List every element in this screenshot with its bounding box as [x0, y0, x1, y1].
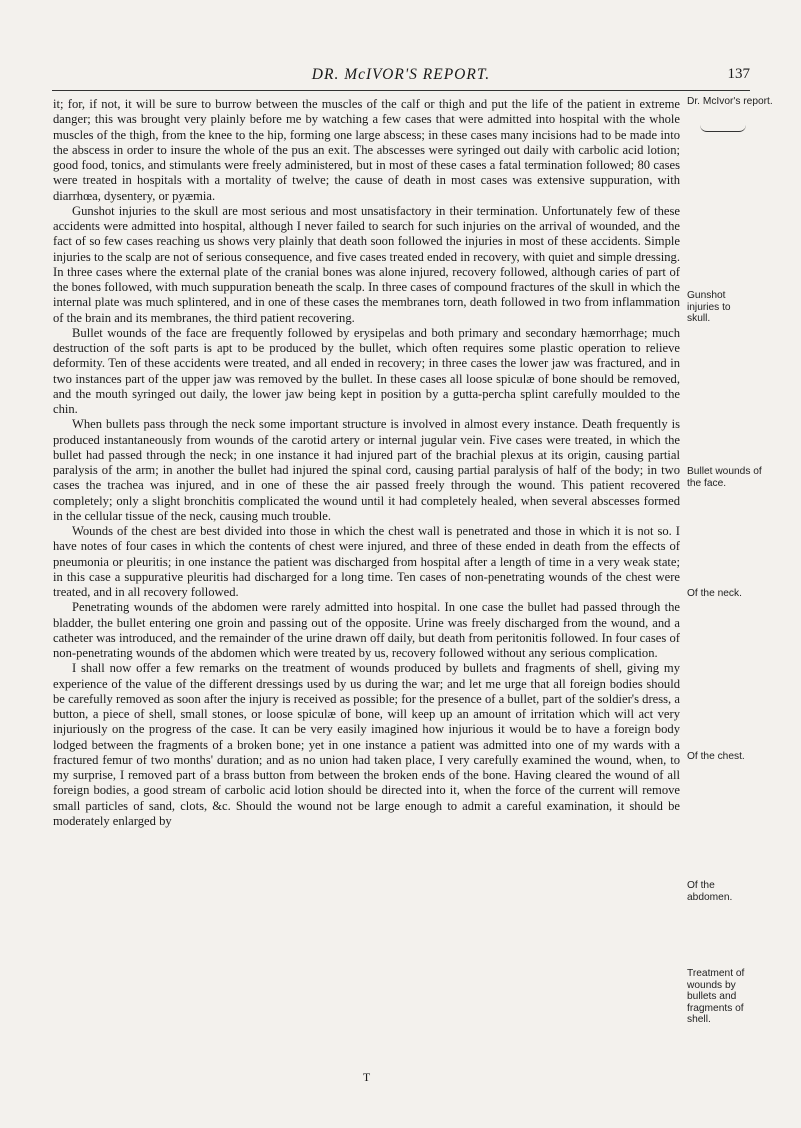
- brace-mark: [700, 125, 746, 132]
- paragraph-chest: Wounds of the chest are best divided into those in which the chest wall is penetrated and those in which it is not so. I have notes of four cases in which the contents of chest were injured, and three of these ended in death from the effects of pneumonia or pleuritis; in one instance the patient was discharged from hospital after a length of time in a very weak state; in this case a suppurative pleuritis had discharged for a long time. Ten cases of non-penetrating wounds of the chest were treated, and in all recovery followed.: [53, 524, 680, 599]
- page-header: [52, 66, 750, 88]
- paragraph-neck: When bullets pass through the neck some important structure is involved in almost every instance. Death frequently is produced instantaneously from wounds of the carotid artery or internal jugular vein. Five cases were treated, in which the bullet had passed through the neck; in one instance it had injured part of the brachial plexus at its origin, causing partial paralysis of the arm; in another the bullet had injured the spinal cord, causing partial paralysis of half of the body; in two cases the trachea was injured, and in one of these the air passed freely through the wound. This patient recovered completely; only a slight bronchitis complicated the wound until it had completely healed, when several abscesses formed in the cellular tissue of the neck, causing much trouble.: [53, 417, 680, 523]
- sidenote-chest: Of the chest.: [687, 751, 745, 762]
- body-text: [53, 97, 680, 829]
- sidenote-neck: Of the neck.: [687, 588, 742, 599]
- running-title: DR. McIVOR'S REPORT.: [311, 66, 491, 83]
- paragraph-skull: Gunshot injuries to the skull are most serious and most unsatisfactory in their termination. Unfortunately few of these accidents were admitted into hospital, although I never failed to search for such injuries on the arrival of wounded, and the fact of so few cases reaching us shows very plainly that death soon followed the injuries in most of these accidents. Simple injuries to the scalp are not of serious consequence, and five cases treated ended in recovery, with quiet and simple dressing. In three cases where the external plate of the cranial bones was alone injured, recovery followed, although caries of part of the bones followed, with much suppuration beneath the scalp. In three cases of compound fractures of the skull in which the internal plate was much splintered, and in one of these cases the membranes torn, death followed in two from inflammation of the brain and its membranes, the third patient recovering.: [53, 203, 680, 325]
- sidenote-report: Dr. McIvor's report.: [687, 96, 773, 107]
- sidenote-treatment: Treatment of wounds by bullets and fragments of shell.: [687, 968, 745, 1026]
- sidenote-skull: Gunshot injuries to skull.: [687, 290, 731, 325]
- page-number: 137: [727, 66, 750, 82]
- sidenote-abdomen: Of the abdomen.: [687, 880, 733, 903]
- header-rule: [52, 90, 750, 91]
- paragraph-abdomen: Penetrating wounds of the abdomen were rarely admitted into hospital. In one case the bullet had passed through the bladder, the bullet entering one groin and passing out of the opposite. Urine was freely discharged from the wound, and a catheter was introduced, and the remainder of the urine drawn off daily, but death from peritonitis followed. In four cases of non-penetrating wounds of the abdomen which were treated by us, recovery followed without any serious complication.: [53, 600, 680, 660]
- paragraph-pus-abscess: it; for, if not, it will be sure to burrow between the muscles of the calf or thigh and put the life of the patient in extreme danger; this was brought very plainly before me by watching a few cases that were admitted into hospital with the whole muscles of the thigh, from the knee to the hip, forming one large abscess; in these cases many incisions had to be made into the abscess in order to insure the whole of the pus an exit. The abscesses were syringed out daily with carbolic acid lotion; good food, tonics, and stimulants were freely administered, but in most of these cases a fatal termination followed; 80 cases were treated in hospitals with a mortality of twelve; the cause of death in most cases was extensive suppuration, with diarrhœa, dysentery, or pyæmia.: [53, 97, 680, 203]
- paragraph-treatment: I shall now offer a few remarks on the treatment of wounds produced by bullets and fragments of shell, giving my experience of the value of the different dressings used by us during the war; and let me urge that all foreign bodies should be carefully removed as soon after the injury is received as possible; for the presence of a bullet, part of the soldier's dress, a button, a piece of shell, small stones, or loose spiculæ of bone, will keep up an amount of irritation which will act very injuriously on the progress of the case. It can be very easily imagined how injurious it would be to have a foreign body lodged between the fragments of a broken bone; yet in one instance a patient was admitted into one of my wards with a fractured femur of two months' duration; and as no union had taken place, I very carefully examined the wound, when, to my surprise, I removed part of a brass button from between the broken ends of the bone. Having cleared the wound of all foreign bodies, a good stream of carbolic acid lotion should be directed into it, when the force of the current will remove small particles of sand, clots, &c. Should the wound not be large enough to admit a careful examination, it should be moderately enlarged by: [53, 661, 680, 828]
- signature-mark: T: [362, 1070, 371, 1084]
- paragraph-face: Bullet wounds of the face are frequently followed by erysipelas and both primary and secondary hæmorrhage; much destruction of the soft parts is apt to be produced by the bullet, which often requires some plastic operation to relieve deformity. Ten of these accidents were treated, and all ended in recovery; in three cases the lower jaw was fractured, and in two instances part of the upper jaw was removed by the bullet. In these cases all loose spiculæ of bone should be removed, and the mouth syringed out daily, the lower jaw being kept in position by a gutta-percha splint carefully moulded to the chin.: [53, 325, 680, 416]
- sidenote-face: Bullet wounds of the face.: [687, 466, 762, 489]
